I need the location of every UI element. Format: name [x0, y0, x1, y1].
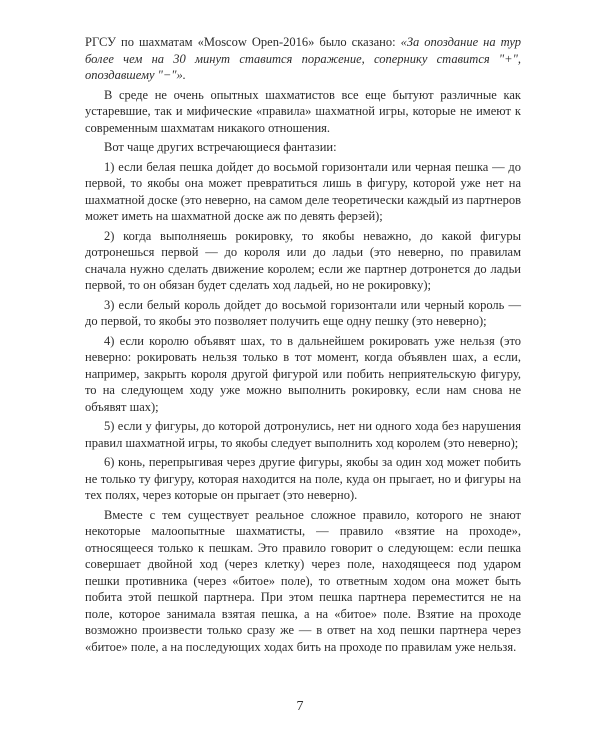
list-item-6: 6) конь, перепрыгивая через другие фигуры, якобы за один ход может побить не только ту фигуру, которая находится на поле, куда он прыгает, но и фигуры на тех полях, через которые он прыгает (это неверно).	[85, 455, 521, 502]
italic-quote: «За опоздание на тур более чем на 30 минут ставится поражение, сопернику ставится "+", опоздавшему "−"».	[85, 35, 521, 82]
body-text	[85, 34, 521, 655]
paragraph-list-heading: Вот чаще других встречающиеся фантазии:	[104, 140, 337, 154]
paragraph-intro: В среде не очень опытных шахматистов все еще бытуют различные как устаревшие, так и мифические «правила» шахматной игры, которые не имеют к современным шахматам никакого отношения.	[85, 87, 521, 135]
list-item-4: 4) если королю объявят шах, то в дальнейшем рокировать уже нельзя (это неверно: рокировать нельзя только в тот момент, когда объявлен шах, а если, например, закрыть короля другой фигурой или побить неприятельскую фигуру, то на следующем ходу уже можно выполнить рокировку, если нам снова не объявят шах);	[85, 333, 521, 414]
page-number: 7	[296, 699, 304, 714]
paragraph-en-passant: Вместе с тем существует реальное сложное правило, которого не знают некоторые малоопытные шахматисты, — правило «взятие на проходе», относящееся только к пешкам. Это правило говорит о следующем: если пешка совершает двойной ход (через клетку) через поле, находящееся под ударом пешки противника (через «битое» поле), то ответным ходом она может быть побита этой пешкой партнера. При этом пешка партнера переместится не на поле, которое занимала взятая пешка, а на «битое» поле. Взятие на проходе возможно произвести только сразу же — в ответ на ход пешки партнера через «битое» поле, а на последующих ходах бить на проходе по правилам уже нельзя.	[85, 507, 521, 654]
paragraph-lead: РГСУ по шахматам «Moscow Open-2016» было сказано:	[85, 35, 401, 49]
list-item-2: 2) когда выполняешь рокировку, то якобы неважно, до какой фигуры дотронешься первой — до короля или до ладьи (это неверно, по правилам сначала нужно сделать движение королем; если же партнер дотронется до ладьи первой, то он обязан будет сделать ход ладьей, но не рокировку);	[85, 228, 521, 292]
list-item-5: 5) если у фигуры, до которой дотронулись, нет ни одного хода без нарушения правил шахматной игры, то якобы следует выполнить ход королем (это неверно);	[85, 419, 521, 450]
paragraph-continuation	[85, 34, 521, 84]
list-item-3: 3) если белый король дойдет до восьмой горизонтали или черный король — до первой, то якобы это позволяет получить еще одну пешку (это неверно);	[85, 297, 521, 328]
list-item-1: 1) если белая пешка дойдет до восьмой горизонтали или черная пешка — до первой, то якобы она может превратиться лишь в фигуру, которой уже нет на шахматной доске (это неверно, на самом деле теоретически каждый из партнеров может иметь на шахматной доске аж по девять ферзей);	[85, 159, 521, 223]
